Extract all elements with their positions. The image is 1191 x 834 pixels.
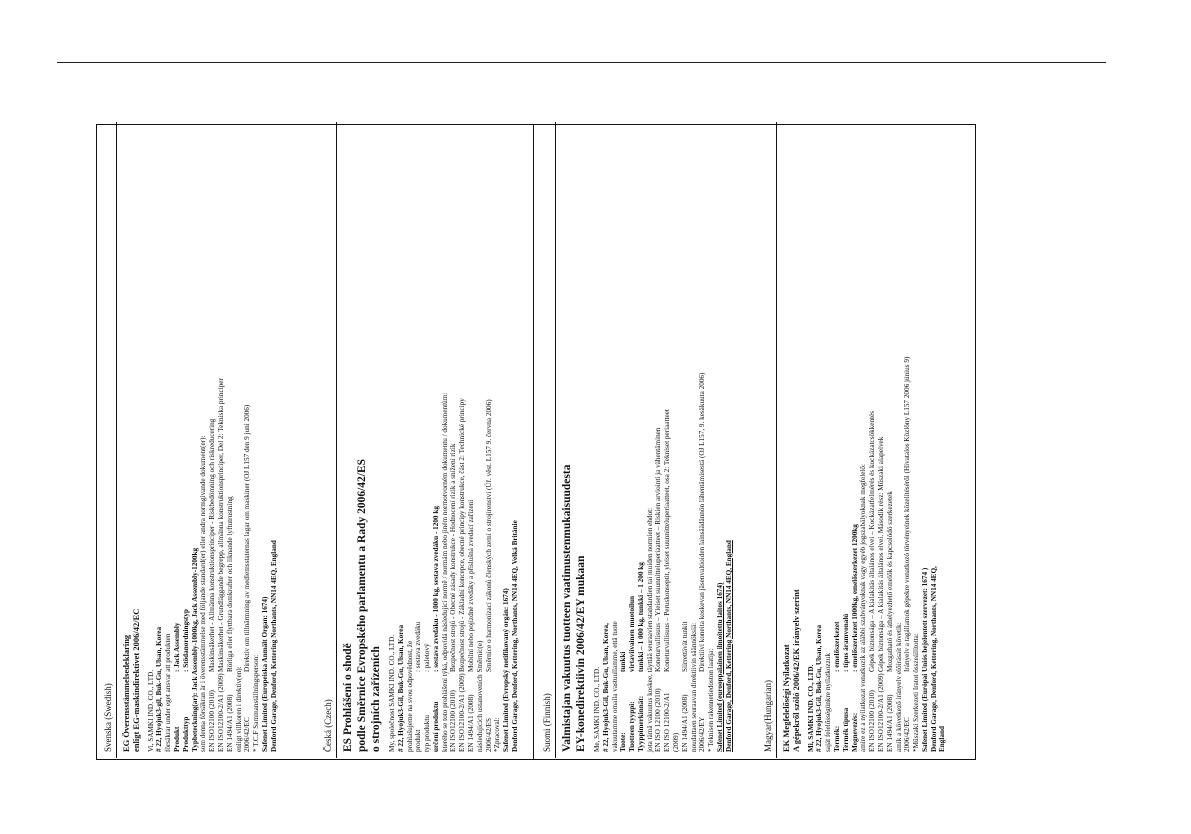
notified-body: Safenet Limited (Evropský notifikovaný orgán: 1674) [502, 588, 511, 752]
standard-row: EN ISO12100 (2010) Gépek biztonsága – A kialakítás általános elvei – Kockázatfelmérés és kockázatcsökkentés [868, 410, 877, 752]
heading: EK Megfelelőségi Nyilatkozat [780, 644, 791, 752]
conformity-text: jota tämä vakuutus koskee, täyttää seuraavien standardien tai muiden normien ehdot: [645, 507, 654, 752]
declare-text: vakuutamme omalla vastuullamme, että tuote [610, 621, 619, 752]
section-title: Suomi (Finnish) [542, 122, 556, 758]
section-title: Svenska (Swedish) [103, 122, 117, 758]
heading: ES Prohlášení o shodě [341, 643, 354, 752]
conformity-text: kterého se toto prohlášení týká, odpovídá následující normě / normám nebo jiném normotvorném dokumentu / dokumentům: [440, 392, 449, 752]
notified-country: England [938, 726, 947, 752]
product-row: Produkt : Jack Assembly [173, 622, 182, 752]
column-divider [533, 124, 534, 760]
product-row: Termék típusa : típus áramvonalú [841, 613, 850, 752]
product-row: produkt : sestava zvedáku [414, 621, 423, 752]
product-row: Tuote: tunkki [619, 651, 628, 752]
company: My, společnost SAMKI IND. CO., LTD. [388, 634, 397, 752]
declare-text: prohlašujeme na svou odpovědnost, že [405, 640, 414, 752]
conditions-text: enligt villkoren i direktiv(en): [234, 666, 243, 752]
provisions-text: amik a következő irányelv előírásait követik: [894, 622, 903, 752]
product-row: Tyyppimerkinnät: tunkki – 1 000 kg, tunkki – 1 200 kg [636, 562, 645, 752]
product-row: Tuotteen tyyppi: virtaviivainen muotoilun [628, 595, 637, 752]
notified-address: Denford Garage, Denford, Kettering Northants, NN14 4EQ, England [269, 540, 278, 752]
notified-address: Denford Garage, Denford, Kettering, Northants, NN14 4EQ, Velká Británie [510, 520, 519, 752]
notified-body: Safenet Limited (Europeiska Anmält Organ: 1674) [260, 596, 269, 752]
standard-row: EN ISO 12100 (2010) Koneturvallisuus – Yleiset suunnitteluperiaatteet – Riskien arviointi ja vähentäminen [654, 427, 663, 752]
heading: EY-konedirektiivin 2006/42/EY mukaan [574, 555, 587, 752]
standard-row: EN ISO12100-2/A1 (2009) Maskinsäkerhet - Grundläggande begrepp, allmänna konstruktionsprinciper, Del 2: Tekniska principer [216, 378, 225, 752]
hungarian-declaration [760, 122, 974, 758]
declare-text: försäkrar under eget ansvar att produkten [164, 633, 173, 752]
address: # 22, Hyojuk3-Gil, Buk-Gu, Ulsan, Korea, [601, 623, 610, 752]
heading: EG Överensstämmelsedeklaring [120, 634, 131, 752]
standard-row: EN ISO12100-2/A1 (2009) Bezpečnost strojů - Základní koncepce, obecné principy konstrukce, část 2: Technické principy [458, 398, 467, 752]
tcf-label: *Zpracoval: [493, 717, 502, 752]
address: # 22, Hyojuk3-Gil, Buk-Gu, Ulsan, Korea [815, 624, 824, 752]
standard-row: EN 1494/A1 (2008) Mozgatható és áthelyezhető emelők és kapcsolódó szerkezetek [885, 491, 894, 752]
section-title: Česká (Czech) [323, 122, 337, 758]
section-title: Magyar(Hungarian) [763, 122, 777, 758]
standard-row: EN ISO12100 (2010) Maskinsäkerhet - Allmänna konstruktionsprinciper - Riskbedömning och riskreducering [208, 418, 217, 752]
notified-body: Safenet Limited (Európai Uniós bejelentett szervezet: 1674 ) [920, 567, 929, 752]
notified-address: Denford Garage, Denford, Kettering Northants, NN14 4EQ, England [724, 540, 733, 752]
type-designation: Typbeteckning(ar): Jack Assembly-1000kg, Jack Assembly-1200kg [190, 547, 199, 752]
tcf-label: * Teknisen rakennetiedoston laatija: [707, 648, 716, 752]
provisions-text: následujících ustanoveních Směrnic(e) [475, 640, 484, 752]
standard-row: EN ISO12100-2/A1 (2009) Gépek biztonsága – A kialakítás általános elvei. Második rész: Műszaki alapelvek [876, 436, 885, 752]
heading: enligt EG-maskindirektivet 2006/42/EC [131, 608, 142, 752]
directive-row: 2006/42/ES Směrnice o harmonizaci zákonů členských zemí o strojírenství (Úř. věst. L157 9. června 2006) [484, 399, 493, 752]
heading: Valmistajan vakuutus tuotteen vaatimustenmukaisuudesta [560, 464, 573, 752]
tcf-label: *Műszaki Szerkezeti Iratot összeállította: [912, 633, 921, 752]
company: Vi, SAMKI IND. CO., LTD. [146, 669, 155, 752]
heading: o strojních zařízeních [370, 646, 382, 752]
heading: podle Směrnice Evropského parlamentu a Rady 2006/42/ES [355, 458, 368, 752]
notified-address: Denford Garage, Denford, Kettering, Northants, NN14 4EQ, [929, 566, 938, 752]
standard-row: EN 1494/A1 (2008) Mobilní nebo pojízdné zvedáky a příslušná zvedací zařízení [467, 499, 476, 752]
product-row: Termék: : emelőszerkezet [833, 621, 842, 752]
header-rule [57, 62, 1106, 63]
notified-body: Safenet Limited (eurooppalainen ilmoitettu laitos 1674) [715, 582, 724, 752]
provisions-text: noudattaen seuraavan direktiivin säännöksiä: [689, 622, 698, 752]
address: # 22, Hyojuk3-gil, Buk-Gu, Ulsan, Korea [155, 626, 164, 752]
tcf-label: * T.C.F Sammanställningsperson: [252, 654, 261, 752]
czech-declaration [320, 122, 532, 758]
product-row: určení produktu : sestava zvedáku - 1000 kg, sestava zvedáku - 1200 kg [431, 506, 440, 752]
standard-row: EN ISO 12100-2/A1 (2009) Koneturvallisuus – Peruskonseptit, yleiset suunnitteluperiaatteet, osa 2: Tekniset periaatteet [663, 409, 681, 752]
directive-row: 2006/42/EC Irányelv a tagállamok gépekre vonatkozó törvényeinek közelítéséről (Hivatalos Közlöny L157 2006 június 9) [903, 356, 912, 752]
directive-row: 2006/42/EC Direktiv om tillnärmning av medlemsstaternas lagar om maskiner (OJ L157 den 9 juni 2006) [243, 404, 252, 752]
standard-row: EN 1494/A1 (2008) Rörliga eller flyttbara domkrafter och liknande lyftutrustning [225, 496, 234, 752]
standard-row: EN ISO12100 (2010) Bezpečnost strojů - Obecné zásady konstrukce - Hodnocení rizik a snížení rizik [449, 443, 458, 752]
conformity-text: som denna försäkran är i överensstämmelse med följande standard(er) eller andra normgivande dokument(er): [199, 435, 208, 752]
finnish-declaration [539, 122, 759, 758]
swedish-declaration [100, 122, 320, 758]
company: Me, SAMKI IND. CO., LTD. [593, 667, 601, 752]
standard-row: EN 1494/A1 (2008) Siirrettävät tunkit [680, 621, 689, 752]
directive-row: 2006/42/EY Direktiivi koneita koskevan jäsenvaltioiden lainsäädännön lähentämisestä (OJ L157, 9. kesäkuuta 2006) [698, 372, 707, 752]
address: # 22, Hyojuk3-Gil, Buk-Gu, Ulsan, Korea [396, 624, 405, 752]
type-row: Produkttyp : Stödanordningstyp [181, 609, 190, 752]
product-row: typ produktu : paletový [423, 643, 432, 752]
company: Mi, SAMKI IND. CO., LTD. [806, 664, 815, 752]
product-row: Megnevezés: : emelőszerkezet 1000kg, emelőszerkezet 1200kg [850, 524, 859, 752]
declare-text: saját felelősségünkre nyilatkozzuk [824, 653, 833, 752]
conformity-text: amire ez a nyilatkozat vonatkozik az alábbi szabványoknak vagy egyéb jogszabályoknak megfelelő: [859, 464, 868, 752]
heading: A gépekről szóló 2006/42/EK irányelv szerint [791, 589, 802, 752]
